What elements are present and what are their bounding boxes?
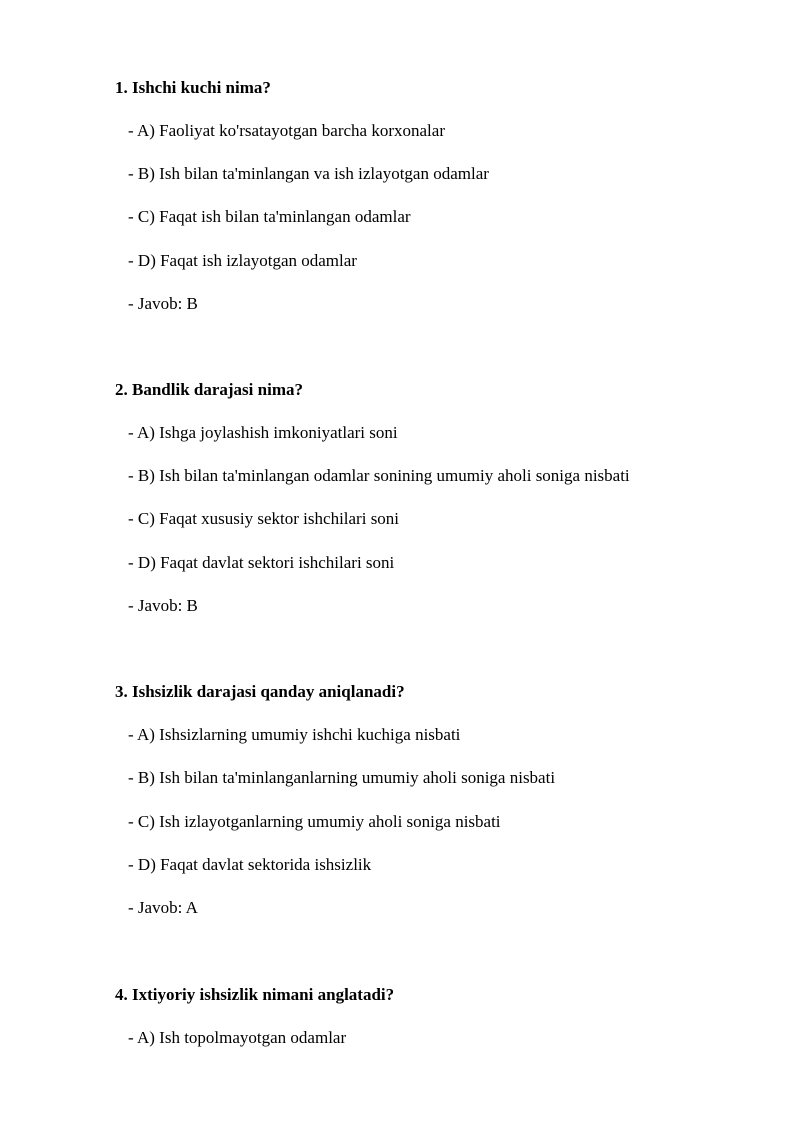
question-3-answer: - Javob: A [128, 898, 198, 917]
question-4-option-a: - A) Ish topolmayotgan odamlar [128, 1028, 347, 1047]
question-3-option-a: - A) Ishsizlarning umumiy ishchi kuchiga nisbati [128, 725, 461, 744]
question-3-option-d: - D) Faqat davlat sektorida ishsizlik [128, 855, 372, 874]
question-3-option-b: - B) Ish bilan ta'minlanganlarning umumiy aholi soniga nisbati [128, 768, 556, 787]
question-1-answer: - Javob: B [128, 294, 198, 313]
question-1-option-d: - D) Faqat ish izlayotgan odamlar [128, 251, 357, 270]
question-3-option-c: - C) Ish izlayotganlarning umumiy aholi soniga nisbati [128, 812, 501, 831]
question-1-title: 1. Ishchi kuchi nima? [115, 78, 271, 97]
question-1-option-a: - A) Faoliyat ko'rsatayotgan barcha korxonalar [128, 121, 445, 140]
question-2-option-d: - D) Faqat davlat sektori ishchilari soni [128, 553, 395, 572]
question-1-option-c: - C) Faqat ish bilan ta'minlangan odamlar [128, 207, 411, 226]
question-4-title: 4. Ixtiyoriy ishsizlik nimani anglatadi? [115, 985, 395, 1004]
question-2-option-a: - A) Ishga joylashish imkoniyatlari soni [128, 423, 398, 442]
question-2-option-b: - B) Ish bilan ta'minlangan odamlar sonining umumiy aholi soniga nisbati [128, 466, 630, 485]
question-2-answer: - Javob: B [128, 596, 198, 615]
question-1-option-b: - B) Ish bilan ta'minlangan va ish izlayotgan odamlar [128, 164, 489, 183]
question-2-option-c: - C) Faqat xususiy sektor ishchilari soni [128, 509, 400, 528]
question-2-title: 2. Bandlik darajasi nima? [115, 380, 303, 399]
question-3-title: 3. Ishsizlik darajasi qanday aniqlanadi? [115, 682, 405, 701]
